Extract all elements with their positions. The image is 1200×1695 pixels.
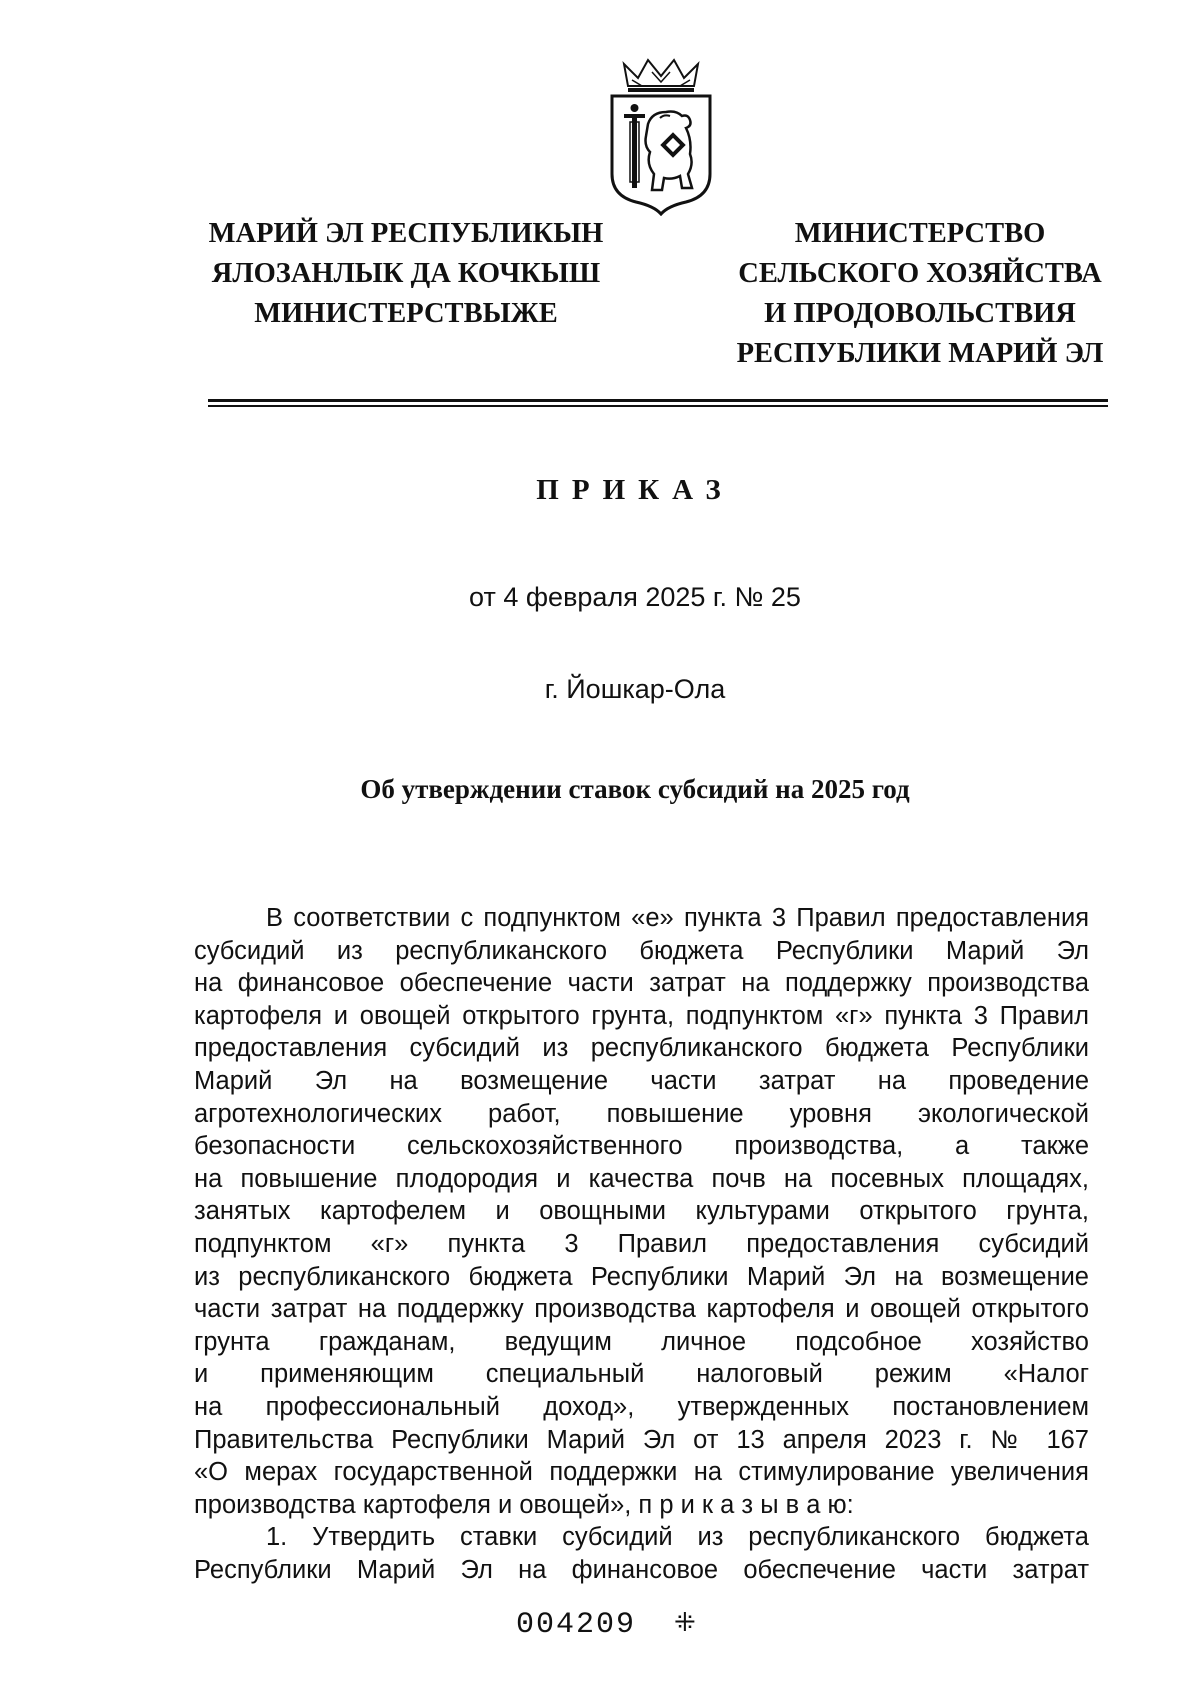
body-line: Республики Марий Эл на финансовое обеспечение части затрат [194,1555,1089,1584]
body-line: агротехнологических работ, повышение уровня экологической [194,1099,1089,1128]
document-subject: Об утверждении ставок субсидий на 2025 год [360,774,910,804]
header-right-line: СЕЛЬСКОГО ХОЗЯЙСТВА [738,258,1102,289]
body-line: на финансовое обеспечение части затрат на поддержку производства [194,969,1089,998]
document-body [194,902,1089,1586]
coat-of-arms-icon [602,56,720,216]
body-line: В соответствии с подпунктом «е» пункта 3 Правил предоставления [266,904,1089,932]
header-right-line: И ПРОДОВОЛЬСТВИЯ [764,298,1076,329]
header-divider-thin [208,405,1108,407]
header-right-block [720,214,1120,374]
body-line: «О мерах государственной поддержки на стимулирование увеличения [194,1458,1089,1487]
header-left-line: МИНИСТЕРСТВЫЖЕ [254,298,558,329]
body-line: из республиканского бюджета Республики Марий Эл на возмещение [194,1262,1089,1291]
document-title: ПРИКАЗ [536,474,734,506]
body-line: предоставления субсидий из республиканского бюджета Республики [194,1034,1089,1063]
body-line: и применяющим специальный налоговый режим «Налог [194,1360,1089,1389]
body-line: грунта гражданам, ведущим личное подсобное хозяйство [194,1327,1089,1356]
serial-ornament-icon: ⁜ [674,1608,696,1638]
body-line: занятых картофелем и овощными культурами открытого грунта, [194,1197,1089,1226]
header-left-line: МАРИЙ ЭЛ РЕСПУБЛИКЫН [208,218,604,249]
body-line: субсидий из республиканского бюджета Республики Марий Эл [194,936,1089,965]
header-left-block [186,214,626,334]
body-line: Правительства Республики Марий Эл от 13 апреля 2023 г. № 167 [194,1425,1089,1454]
document-date-number: от 4 февраля 2025 г. № 25 [469,582,801,612]
body-line: на профессиональный доход», утвержденных постановлением [194,1392,1089,1421]
body-line: картофеля и овощей открытого грунта, подпунктом «г» пункта 3 Правил [194,1001,1089,1030]
body-line: подпунктом «г» пункта 3 Правил предоставления субсидий [194,1229,1089,1258]
body-line: части затрат на поддержку производства картофеля и овощей открытого [194,1295,1089,1324]
serial-number: 004209 [516,1608,637,1642]
body-line: на повышение плодородия и качества почв на посевных площадях, [194,1164,1089,1193]
body-line: Марий Эл на возмещение части затрат на проведение [194,1066,1089,1095]
body-line: безопасности сельскохозяйственного производства, а также [194,1132,1089,1161]
body-line: производства картофеля и овощей», п р и к а з ы в а ю: [194,1490,854,1519]
header-right-line: МИНИСТЕРСТВО [794,218,1046,249]
header-divider-thick [208,399,1108,402]
document-city: г. Йошкар-Ола [544,674,726,704]
header-right-line: РЕСПУБЛИКИ МАРИЙ ЭЛ [736,338,1104,369]
header-left-line: ЯЛОЗАНЛЫК ДА КОЧКЫШ [211,258,601,289]
body-line: 1. Утвердить ставки субсидий из республиканского бюджета [266,1523,1089,1552]
